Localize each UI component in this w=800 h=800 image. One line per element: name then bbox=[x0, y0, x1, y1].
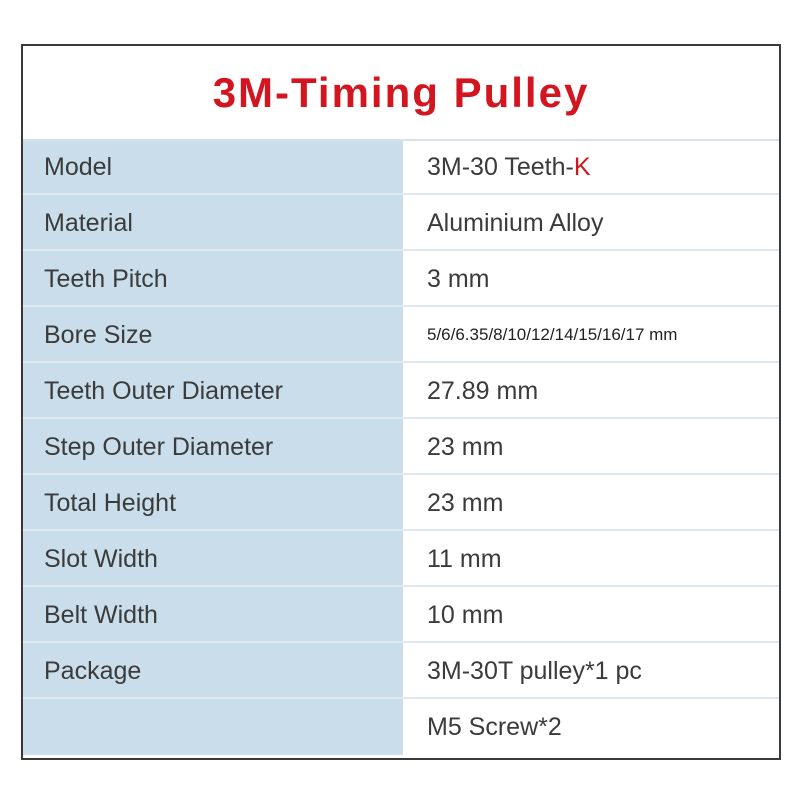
row-label: Bore Size bbox=[23, 307, 403, 363]
row-value: 10 mm bbox=[403, 587, 779, 643]
row-value: 27.89 mm bbox=[403, 363, 779, 419]
table-row-step-outer-diameter bbox=[23, 419, 779, 475]
table-row-bore-size bbox=[23, 307, 779, 363]
row-label: Total Height bbox=[23, 475, 403, 531]
row-label: Teeth Pitch bbox=[23, 251, 403, 307]
page-title: 3M-Timing Pulley bbox=[212, 68, 590, 116]
row-label: Teeth Outer Diameter bbox=[23, 363, 403, 419]
row-value: 23 mm bbox=[403, 419, 779, 475]
row-label: Model bbox=[23, 139, 403, 195]
row-value: 3M-30T pulley*1 pc bbox=[403, 643, 779, 699]
row-label: Belt Width bbox=[23, 587, 403, 643]
row-value: 3 mm bbox=[403, 251, 779, 307]
row-label: Package bbox=[23, 643, 403, 699]
row-value-text: 3M-30 Teeth- bbox=[427, 152, 574, 181]
table-row-slot-width bbox=[23, 531, 779, 587]
table-row-package bbox=[23, 643, 779, 699]
table-row-material bbox=[23, 195, 779, 251]
table-row-teeth-outer-diameter bbox=[23, 363, 779, 419]
row-value: 23 mm bbox=[403, 475, 779, 531]
row-value: M5 Screw*2 bbox=[403, 699, 779, 755]
row-value bbox=[403, 139, 779, 195]
row-label: Material bbox=[23, 195, 403, 251]
spec-table bbox=[23, 139, 779, 755]
table-row-model bbox=[23, 139, 779, 195]
row-label: Slot Width bbox=[23, 531, 403, 587]
table-row-package-screws bbox=[23, 699, 779, 755]
table-row-total-height bbox=[23, 475, 779, 531]
row-value: 5/6/6.35/8/10/12/14/15/16/17 mm bbox=[403, 307, 779, 363]
row-value: Aluminium Alloy bbox=[403, 195, 779, 251]
row-label: Step Outer Diameter bbox=[23, 419, 403, 475]
spec-table-frame bbox=[21, 44, 781, 760]
row-value: 11 mm bbox=[403, 531, 779, 587]
row-value-accent: K bbox=[573, 152, 591, 181]
table-row-teeth-pitch bbox=[23, 251, 779, 307]
table-row-belt-width bbox=[23, 587, 779, 643]
row-label bbox=[23, 699, 403, 755]
